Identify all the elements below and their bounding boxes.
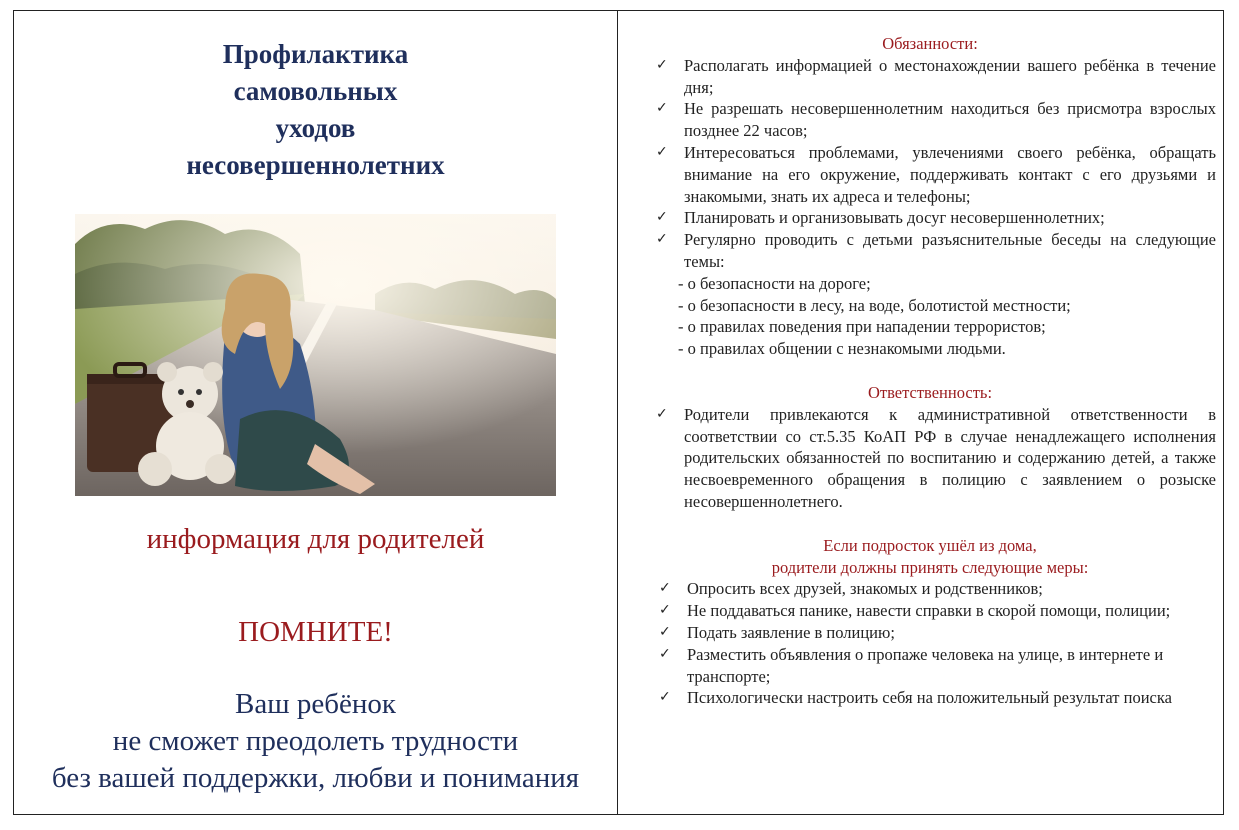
- message-line: не сможет преодолеть трудности: [112, 725, 519, 757]
- message-line: Ваш ребёнок: [235, 688, 396, 720]
- list-item: ✓ Не поддаваться панике, навести справки в скорой помощи, полиции;: [659, 601, 1171, 621]
- spacer: [640, 513, 1220, 535]
- photo-illustration: [75, 214, 556, 496]
- list-item: ✓ Не разрешать несовершеннолетним находиться без присмотра взрослых позднее 22 часов;: [656, 99, 1216, 141]
- responsibility-list: [640, 404, 1220, 513]
- girl-with-teddy-bear-photo: [75, 214, 556, 496]
- list-item: ✓ Интересоваться проблемами, увлечениями своего ребёнка, обращать внимание на его окружение, поддерживать контакт с его друзьями и знакомыми, знать их адреса и телефоны;: [656, 142, 1216, 206]
- measures-title-line: родители должны принять следующие меры:: [771, 557, 1089, 577]
- measures-title-line: Если подросток ушёл из дома,: [823, 535, 1037, 555]
- topic-item: - о правилах общении с незнакомыми людьми.: [678, 339, 1006, 359]
- checkmark-icon: ✓: [659, 623, 671, 640]
- right-panel: [640, 33, 1220, 709]
- list-item: ✓ Разместить объявления о пропаже человека на улице, в интернете и транспорте;: [659, 644, 1164, 686]
- list-item: ✓ Располагать информацией о местонахождении вашего ребёнка в течение дня;: [656, 55, 1216, 97]
- responsibility-title: Ответственность:: [867, 382, 993, 402]
- info-for-parents: информация для родителей: [146, 523, 485, 555]
- panel-divider: [617, 10, 618, 815]
- left-panel: [14, 11, 617, 814]
- remember-heading: ПОМНИТЕ!: [238, 616, 393, 648]
- list-item: ✓ Регулярно проводить с детьми разъяснительные беседы на следующие темы:: [656, 230, 1216, 271]
- measures-title: [640, 535, 1220, 579]
- title-line: Профилактика: [222, 39, 409, 69]
- duties-title: Обязанности:: [882, 34, 978, 53]
- list-item: ✓ Подать заявление в полицию;: [659, 622, 895, 642]
- spacer: [640, 360, 1220, 382]
- topic-item: - о правилах поведения при нападении террористов;: [678, 317, 1046, 337]
- measures-list: [640, 578, 1220, 709]
- duties-list: [640, 55, 1220, 273]
- checkmark-icon: ✓: [656, 100, 668, 117]
- list-item: ✓ Родители привлекаются к административной ответственности в соответствии со ст.5.35 КоАП РФ в случае ненадлежащего исполнения родительских обязанностей по воспитанию и содержанию детей, а также несвоевременного обращения в полицию с заявлением о розыске несовершеннолетнего.: [656, 404, 1216, 511]
- topic-item: - о безопасности в лесу, на воде, болотистой местности;: [678, 295, 1071, 315]
- checkmark-icon: ✓: [659, 645, 671, 662]
- conversation-topics: [640, 273, 1220, 360]
- checkmark-icon: ✓: [659, 689, 671, 706]
- checkmark-icon: ✓: [656, 231, 668, 248]
- support-message: [14, 686, 617, 797]
- title-line: несовершеннолетних: [186, 150, 445, 180]
- checkmark-icon: ✓: [656, 143, 668, 160]
- checkmark-icon: ✓: [659, 580, 671, 597]
- checkmark-icon: ✓: [656, 405, 668, 422]
- leaflet-title: [14, 36, 617, 184]
- checkmark-icon: ✓: [656, 56, 668, 73]
- checkmark-icon: ✓: [656, 209, 668, 226]
- checkmark-icon: ✓: [659, 602, 671, 619]
- list-item: ✓ Планировать и организовывать досуг несовершеннолетних;: [656, 208, 1105, 228]
- list-item: ✓ Опросить всех друзей, знакомых и родственников;: [659, 579, 1043, 599]
- list-item: ✓ Психологически настроить себя на положительный результат поиска: [659, 688, 1172, 708]
- topic-item: - о безопасности на дороге;: [678, 273, 871, 293]
- message-line: без вашей поддержки, любви и понимания: [51, 762, 580, 794]
- title-line: самовольных: [233, 76, 398, 106]
- title-line: уходов: [275, 113, 356, 143]
